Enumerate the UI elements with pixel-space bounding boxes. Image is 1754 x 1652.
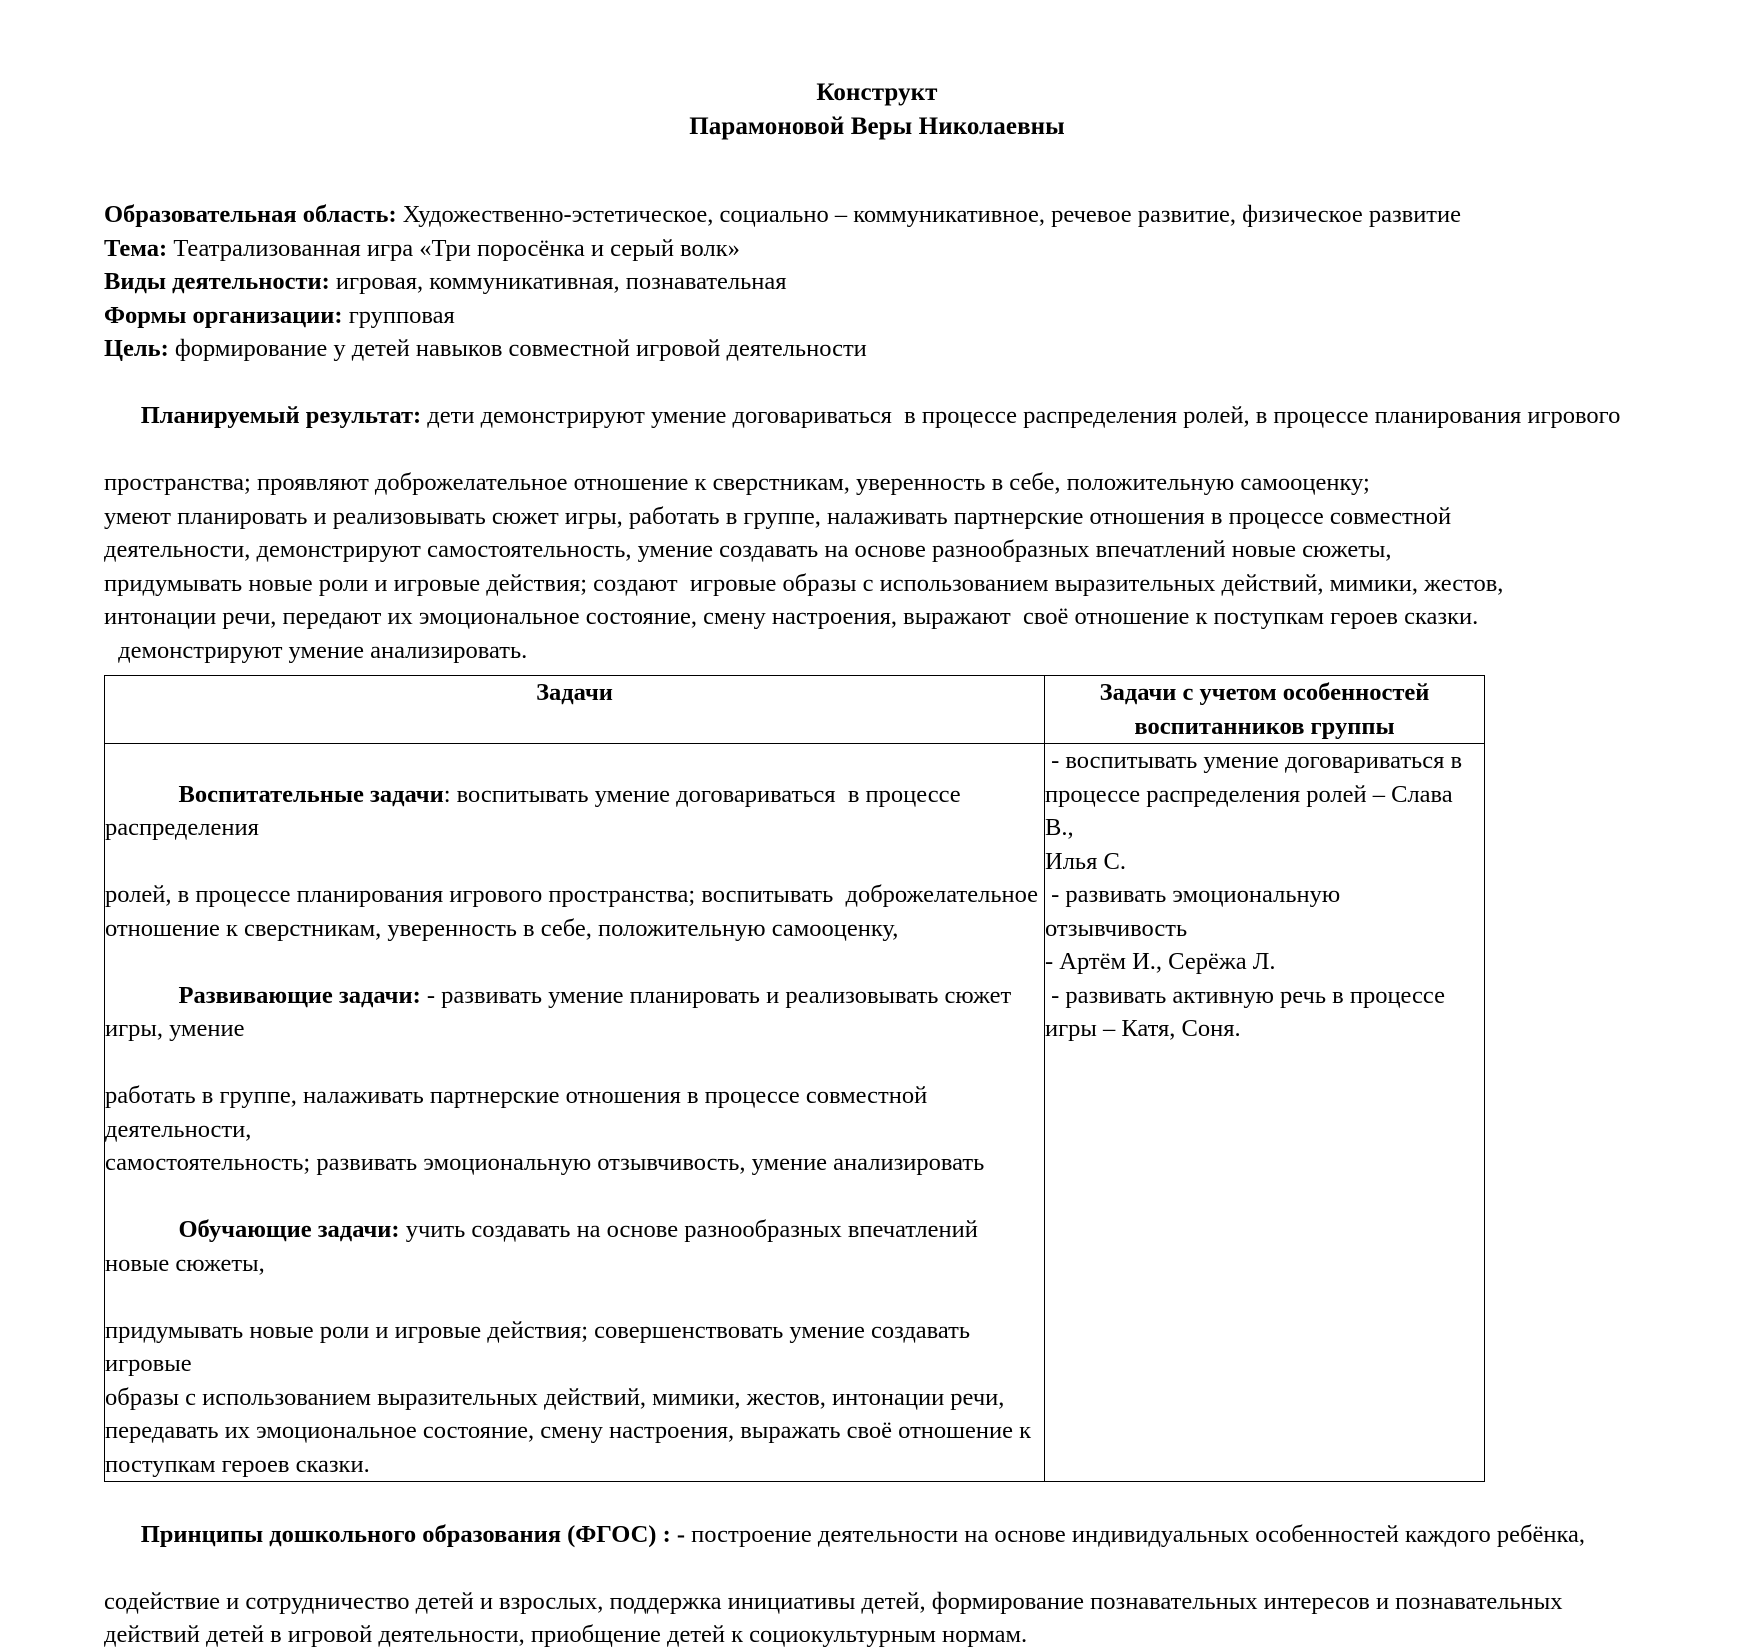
meta-item-activity-types	[104, 265, 1650, 299]
tasks-table	[104, 675, 1485, 1482]
task-group-text: : воспитывать умение договариваться в процессе распределения	[105, 780, 967, 841]
author-name: Парамоновой Веры Николаевны	[689, 113, 1065, 140]
principles-line: действий детей в игровой деятельности, приобщение детей к социокультурным нормам.	[104, 1621, 1028, 1648]
table-header-tasks-adapted	[1045, 676, 1485, 744]
meta-label: Цель:	[104, 335, 169, 362]
meta-label: Виды деятельности:	[104, 268, 330, 295]
meta-list	[104, 198, 1650, 366]
task-group-line: ролей, в процессе планирования игрового пространства; воспитывать доброжелательное	[105, 881, 1039, 908]
meta-label: Образовательная область:	[104, 201, 397, 228]
meta-value: формирование у детей навыков совместной игровой деятельности	[168, 335, 867, 362]
table-header-line-2: воспитанников группы	[1134, 712, 1395, 740]
principles-block	[104, 1484, 1650, 1652]
planned-result-line: умеют планировать и реализовывать сюжет игры, работать в группе, налаживать партнерские отношения в процессе совместной	[104, 502, 1452, 530]
adapted-tasks-cell	[1045, 744, 1485, 1482]
task-group-line: образы с использованием выразительных действий, мимики, жестов, интонации речи,	[105, 1383, 1005, 1411]
task-group-label: Воспитательные задачи	[178, 780, 444, 808]
adapted-task-line: процессе распределения ролей – Слава В.,	[1045, 780, 1459, 841]
adapted-task-line: - воспитывать умение договариваться в	[1045, 747, 1463, 774]
adapted-task-line: - Артём И., Серёжа Л.	[1045, 948, 1276, 975]
principles-line: содействие и сотрудничество детей и взрослых, поддержка инициативы детей, формирование познавательных интересов и познавательных	[104, 1587, 1563, 1615]
planned-result-line: придумывать новые роли и игровые действия; создают игровые образы с использованием выразительных действий, мимики, жестов,	[104, 569, 1504, 597]
task-group-label: Развивающие задачи:	[178, 981, 421, 1009]
planned-result-line	[104, 366, 1650, 467]
task-group-line: отношение к сверстникам, уверенность в себе, положительную самооценку,	[105, 914, 899, 942]
principles-label: Принципы дошкольного образования (ФГОС) : -	[140, 1520, 686, 1548]
task-group-upbringing	[105, 744, 1044, 878]
task-group-line: передавать их эмоциональное состояние, смену настроения, выражать своё отношение к	[105, 1417, 1032, 1444]
table-header-row	[105, 676, 1485, 744]
task-group-line: поступкам героев сказки.	[105, 1450, 370, 1478]
meta-value: групповая	[342, 301, 455, 329]
planned-result-block	[104, 366, 1650, 668]
adapted-task-line: Илья С.	[1045, 847, 1126, 875]
planned-result-line: интонации речи, передают их эмоциональное состояние, смену настроения, выражают своё отношение к поступкам героев сказки.	[104, 603, 1479, 630]
tasks-cell	[105, 744, 1045, 1482]
planned-result-line: пространства; проявляют доброжелательное отношение к сверстникам, уверенность в себе, положительную самооценку;	[104, 469, 1370, 496]
task-group-developing	[105, 945, 1044, 1079]
task-group-line: работать в группе, налаживать партнерские отношения в процессе совместной деятельности,	[105, 1082, 934, 1143]
meta-item-goal	[104, 332, 1650, 366]
planned-result-line: демонстрируют умение анализировать.	[112, 636, 528, 664]
adapted-task-line: - развивать активную речь в процессе	[1045, 981, 1445, 1009]
task-group-text: учить создавать на основе разнообразных впечатлений новые сюжеты,	[105, 1216, 984, 1277]
principles-text: построение деятельности на основе индивидуальных особенностей каждого ребёнка,	[685, 1520, 1585, 1548]
meta-label: Тема:	[104, 234, 168, 262]
meta-label: Формы организации:	[104, 301, 343, 329]
planned-result-text: дети демонстрируют умение договариваться в процессе распределения ролей, в процессе планирования игрового	[421, 402, 1621, 429]
adapted-task-line: игры – Катя, Соня.	[1045, 1015, 1241, 1042]
meta-item-organization-forms	[104, 299, 1650, 333]
meta-value: игровая, коммуникативная, познавательная	[329, 268, 787, 295]
principles-line	[104, 1484, 1650, 1585]
adapted-task-line: - развивать эмоциональную отзывчивость	[1045, 881, 1347, 942]
meta-value: Театрализованная игра «Три поросёнка и серый волк»	[167, 234, 740, 262]
table-row	[105, 744, 1485, 1482]
task-group-teaching	[105, 1180, 1044, 1314]
document-title-block	[104, 76, 1650, 144]
planned-result-label: Планируемый результат:	[140, 402, 422, 429]
task-group-line: самостоятельность; развивать эмоциональную отзывчивость, умение анализировать	[105, 1149, 985, 1176]
task-group-line: придумывать новые роли и игровые действия; совершенствовать умение создавать игровые	[105, 1316, 977, 1377]
meta-value: Художественно-эстетическое, социально – коммуникативное, речевое развитие, физическое развитие	[396, 201, 1462, 228]
task-group-text: - развивать умение планировать и реализовывать сюжет игры, умение	[105, 981, 1018, 1042]
task-group-label: Обучающие задачи:	[178, 1216, 400, 1243]
planned-result-line: деятельности, демонстрируют самостоятельность, умение создавать на основе разнообразных впечатлений новые сюжеты,	[104, 536, 1392, 563]
meta-item-educational-area	[104, 198, 1650, 232]
meta-item-theme	[104, 232, 1650, 266]
table-header-tasks: Задачи	[105, 676, 1045, 744]
page-title: Конструкт	[816, 79, 938, 106]
table-header-line-1: Задачи с учетом особенностей	[1099, 679, 1430, 706]
